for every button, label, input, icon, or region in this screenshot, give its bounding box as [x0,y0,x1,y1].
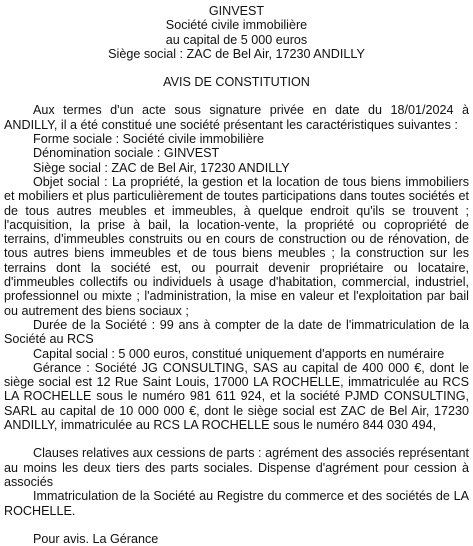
objet-paragraph: Objet social : La propriété, la gestion et la location de tous biens immobiliers et mobiliers et plus particulièrement de toutes participations dans toutes sociétés et de tous autres meubles et immeubles, à quelque endroit qu'ils se trouvent ; l'acquisition, la prise à bail, la location-vente, la propriété ou copropriété de terrains, d'immeubles construits ou en cours de construction ou de rénovation, de tous autres biens immeubles et de tous biens meubles ; la construction sur les terrains dont la société est, ou pourrait devenir propriétaire ou locataire, d'immeubles collectifs ou individuels à usage d'habitation, commercial, industriel, professionnel ou mixte ; l'administration, la mise en valeur et l'exploitation par bail ou autrement des biens sociaux ; [4,174,469,318]
company-capital: au capital de 5 000 euros [165,32,308,47]
spacer [4,518,469,532]
denomination-line: Dénomination sociale : GINVEST [33,146,220,161]
spacer [4,89,469,103]
siege-line: Siège social : ZAC de Bel Air, 17230 ANDILLY [33,160,290,175]
spacer [4,432,469,446]
company-name: GINVEST [208,4,265,18]
immatriculation-paragraph: Immatriculation de la Société au Registre du commerce et des sociétés de LA ROCHELLE. [4,489,469,518]
capital-line: Capital social : 5 000 euros, constitué uniquement d'apports en numéraire [33,346,445,361]
notice-title: AVIS DE CONSTITUTION [163,75,310,90]
company-type: Société civile immobilière [165,18,308,33]
signature-line: Pour avis. La Gérance [33,531,159,546]
forme-line: Forme sociale : Société civile immobilière [33,132,264,147]
notice-header [4,4,469,61]
duree-paragraph: Durée de la Société : 99 ans à compter de la date de l'immatriculation de la Société au RCS [4,317,469,347]
notice-body [4,103,469,517]
spacer [4,61,469,75]
gerance-paragraph: Gérance : Société JG CONSULTING, SAS au capital de 400 000 €, dont le siège social est 12 Rue Saint Louis, 17000 LA ROCHELLE, immatriculée au RCS LA ROCHELLE sous le numéro 981 611 924, et la société PJMD CONSULTING, SARL au capital de 10 000 000 €, dont le siège social est ZAC de Bel Air, 17230 ANDILLY, immatriculée au RCS LA ROCHELLE sous le numéro 844 030 494, [4,360,469,433]
company-seat: Siège social : ZAC de Bel Air, 17230 ANDILLY [108,46,365,61]
cessions-paragraph: Clauses relatives aux cessions de parts : agrément des associés représentant au moins les deux tiers des parts sociales. Dispense d'agrément pour cession à associés [4,446,469,489]
intro-paragraph: Aux termes d'un acte sous signature privée en date du 18/01/2024 à ANDILLY, il a été constitué une société présentant les caractéristiques suivantes : [4,103,469,132]
